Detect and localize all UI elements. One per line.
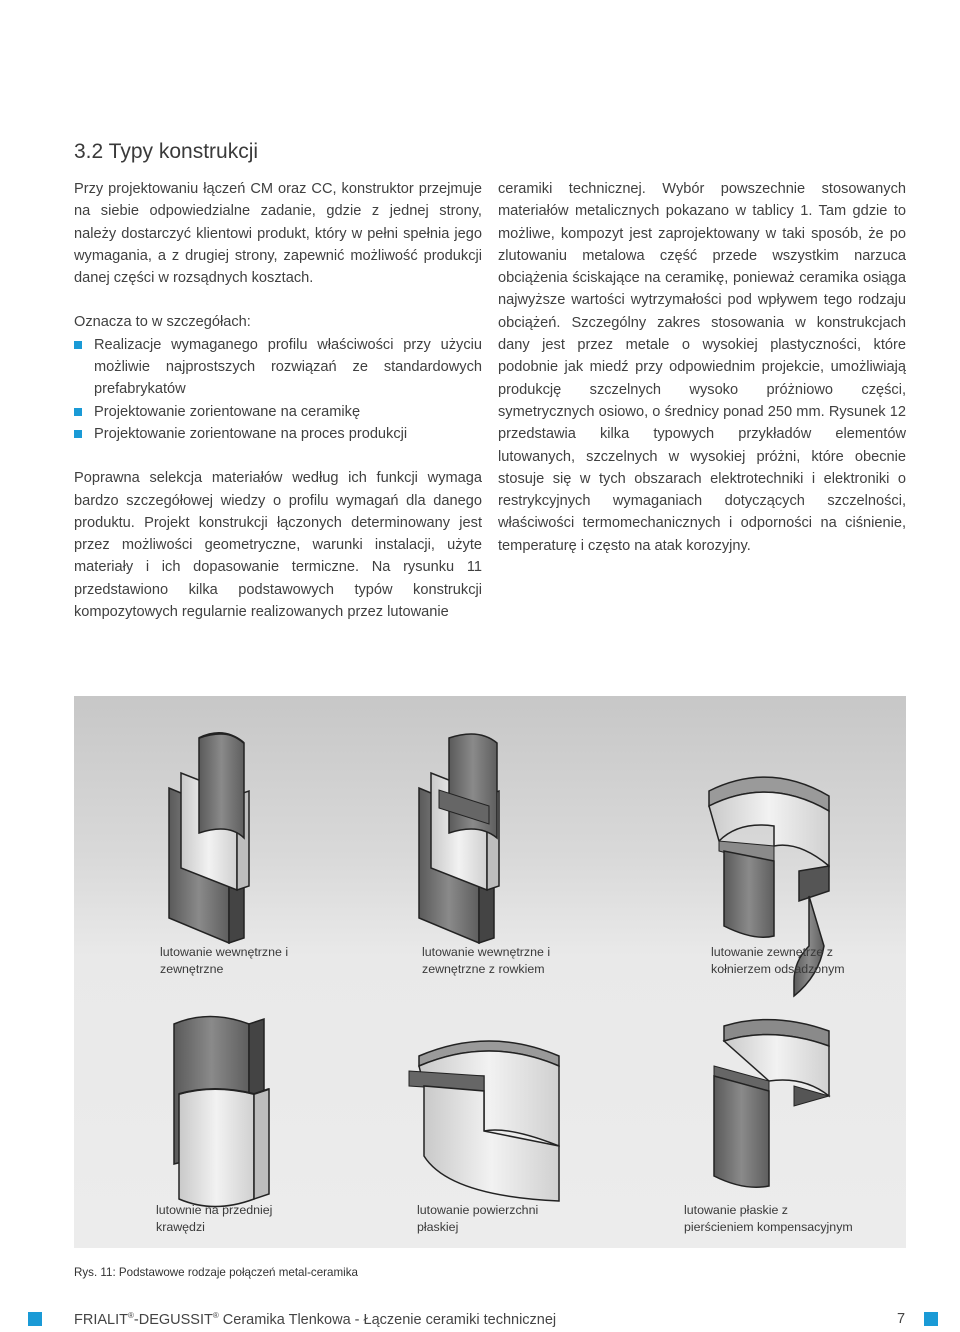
- figure-caption: Rys. 11: Podstawowe rodzaje połączeń metal-ceramika: [74, 1266, 358, 1279]
- details-heading: Oznacza to w szczegółach:: [74, 314, 251, 331]
- bullet-item: Projektowanie zorientowane na proces produkcji: [74, 423, 482, 445]
- square-bullet-icon: [74, 341, 82, 349]
- joint-illustration-5: [409, 1041, 559, 1201]
- bullet-item: Realizacje wymaganego profilu właściwości przy użyciu możliwie najprostszych rozwiązań ze standardowych prefabrykatów: [74, 334, 482, 401]
- figure-label-1: lutowanie wewnętrzne i zewnętrzne: [160, 945, 289, 976]
- footer-square-icon: [28, 1312, 42, 1326]
- footer-square-icon: [924, 1312, 938, 1326]
- left-column: [74, 178, 482, 623]
- joint-illustration-2: [419, 734, 499, 943]
- right-column: [498, 178, 906, 557]
- figure-label-2: lutowanie wewnętrzne i zewnętrzne z rowkiem: [422, 945, 551, 976]
- figure-label-5: lutowanie powierzchni płaskiej: [417, 1203, 539, 1234]
- joint-illustration-6: [714, 1020, 829, 1188]
- right-paragraph: ceramiki technicznej. Wybór powszechnie stosowanych materiałów metalicznych pokazano w tablicy 1. Tam gdzie to możliwe, kompozyt jest zaprojektowany w taki sposób, że po zlutowaniu metalowa część przede wszystkim narzuca obciążenia ściskające na ceramikę, ponieważ ceramika osiąga najwyższe wartości wytrzymałości pod wpływem tego rodzaju obciążeń. Szczególny zakres stosowania w konstrukcjach dany jest przez metale o wysokiej plastyczności, które podobnie jak miedź przy odpowiednim projekcie, umożliwiają produkcję szczelnych wysoko próżniowo części, symetrycznych osiowo, o średnicy ponad 250 mm. Rysunek 12 przedstawia kilka typowych przykładów elementów lutowanych, szczelnych w wysokiej próżni, które obecnie stosuje się w tych obszarach elektrotechniki i elektroniki o restrykcyjnych wymaganiach dotyczących szczelności, właściwości termomechanicznych i odporności na ciśnienie, temperaturę i często na atak korozyjny.: [498, 181, 906, 554]
- page-number: 7: [897, 1311, 906, 1327]
- figure-label-6: lutowanie płaskie z pierścieniem kompensacyjnym: [684, 1203, 853, 1234]
- footer-title: FRIALIT®-DEGUSSIT® Ceramika Tlenkowa - Łączenie ceramiki technicznej: [74, 1311, 557, 1328]
- section-title: 3.2 Typy konstrukcji: [74, 140, 259, 163]
- bullet-item: Projektowanie zorientowane na ceramikę: [74, 401, 482, 423]
- figure-panel: [74, 696, 906, 1248]
- joint-illustration-1: [169, 733, 249, 943]
- joint-illustration-4: [174, 1017, 269, 1207]
- paragraph-2: Poprawna selekcja materiałów według ich funkcji wymaga bardzo szczegółowej wiedzy o profilu wymagań dla danego produktu. Projekt konstrukcji łączonych determinowany jest przez możliwości geometryczne, warunki instalacji, użyte materiały i ich dopasowanie termiczne. Na rysunku 11 przedstawiono kilka podstawowych typów konstrukcji kompozytowych regularnie realizowanych przez lutowanie: [74, 470, 482, 621]
- intro-paragraph: Przy projektowaniu łączeń CM oraz CC, konstruktor przejmuje na siebie odpowiedzialne zadanie, gdzie z jednej strony, należy dostarczyć klientowi produkt, który w pełni spełnia jego wymagania, a z drugiej strony, zapewnić możliwość produkcji danej części w rozsądnych kosztach.: [74, 181, 482, 287]
- figure-label-3: lutowanie zewnętrze z kołnierzem odsadzonym: [711, 945, 845, 976]
- square-bullet-icon: [74, 430, 82, 438]
- square-bullet-icon: [74, 408, 82, 416]
- bullet-list: [74, 334, 482, 445]
- figure-label-4: lutownie na przedniej krawędzi: [156, 1203, 273, 1234]
